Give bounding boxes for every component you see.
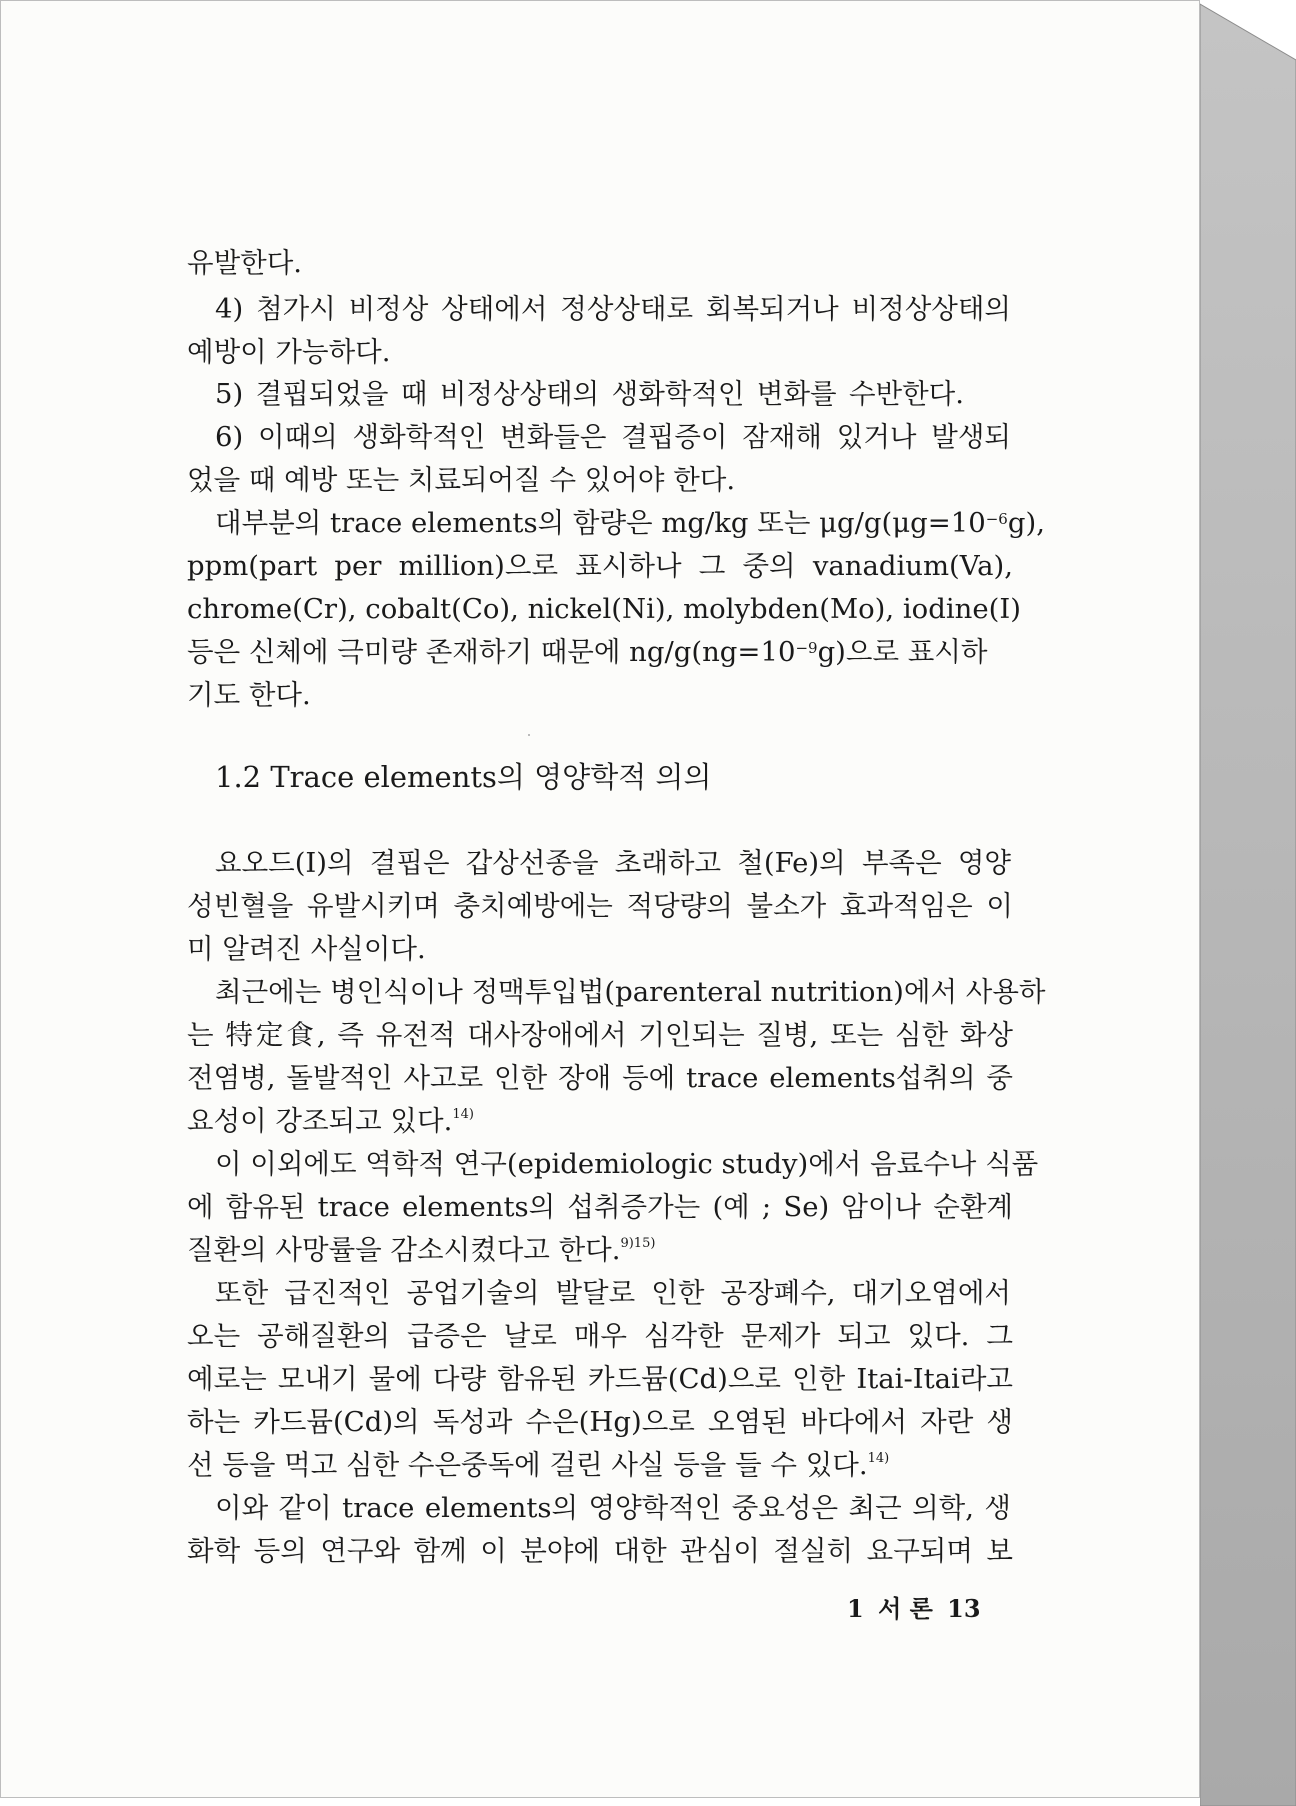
text-line: 오는 공해질환의 급증은 날로 매우 심각한 문제가 되고 있다. 그 <box>187 1320 1013 1352</box>
text-line: 기도 한다. <box>187 679 311 711</box>
superscript: −9 <box>795 639 818 657</box>
text-segment: g)으로 표시하 <box>817 636 988 668</box>
running-footer <box>847 1589 987 1624</box>
text-line: 는 特定食, 즉 유전적 대사장애에서 기인되는 질병, 또는 심한 화상 <box>187 1019 1013 1051</box>
text-line: 미 알려진 사실이다. <box>187 933 426 965</box>
text-line-with-footnote <box>187 1232 655 1268</box>
section-heading: 1.2 Trace elements의 영양학적 의의 <box>215 760 712 794</box>
text-line: 성빈혈을 유발시키며 충치예방에는 적당량의 불소가 효과적임은 이 <box>187 890 1013 922</box>
speck <box>528 734 530 736</box>
text-line: 예방이 가능하다. <box>187 336 391 368</box>
text-line: 전염병, 돌발적인 사고로 인한 장애 등에 trace elements섭취의 중 <box>187 1062 1013 1094</box>
text-line: 4) 첨가시 비정상 상태에서 정상상태로 회복되거나 비정상상태의 <box>215 293 1011 325</box>
text-line: 5) 결핍되었을 때 비정상상태의 생화학적인 변화를 수반한다. <box>215 378 964 410</box>
text-line: chrome(Cr), cobalt(Co), nickel(Ni), molybden(Mo), iodine(I) <box>187 593 1021 625</box>
text-line-with-footnote <box>187 1103 474 1139</box>
chapter-number: 1 <box>847 1594 864 1623</box>
text-line: 예로는 모내기 물에 다량 함유된 카드뮴(Cd)으로 인한 Itai-Itai라고 <box>187 1363 1013 1395</box>
text-line: 에 함유된 trace elements의 섭취증가는 (예 ; Se) 암이나 순환계 <box>187 1191 1013 1223</box>
text-segment: 선 등을 먹고 심한 수은중독에 걸린 사실 등을 들 수 있다. <box>187 1449 868 1481</box>
superscript: −6 <box>985 510 1008 528</box>
text-line: 었을 때 예방 또는 치료되어질 수 있어야 한다. <box>187 464 736 496</box>
text-line: 또한 급진적인 공업기술의 발달로 인한 공장폐수, 대기오염에서 <box>215 1277 1011 1309</box>
book-spine-edge <box>1200 0 1296 1806</box>
text-segment: g), <box>1007 507 1045 539</box>
footnote-ref: 14) <box>452 1107 474 1122</box>
text-line: 이 이외에도 역학적 연구(epidemiologic study)에서 음료수나 식품 <box>215 1148 1039 1180</box>
footnote-ref: 9)15) <box>620 1236 656 1251</box>
text-line-with-exponent <box>187 634 987 670</box>
text-line-with-exponent <box>215 505 1045 541</box>
text-line: 이와 같이 trace elements의 영양학적인 중요성은 최근 의학, 생 <box>215 1492 1011 1524</box>
text-line: 하는 카드뮴(Cd)의 독성과 수은(Hg)으로 오염된 바다에서 자란 생 <box>187 1406 1013 1438</box>
footnote-ref: 14) <box>867 1451 890 1466</box>
text-line: 화학 등의 연구와 함께 이 분야에 대한 관심이 절실히 요구되며 보 <box>187 1535 1013 1567</box>
text-segment: 등은 신체에 극미량 존재하기 때문에 ng/g(ng=10 <box>187 636 796 668</box>
text-line: 요오드(I)의 결핍은 갑상선종을 초래하고 철(Fe)의 부족은 영양 <box>215 847 1011 879</box>
text-line: ppm(part per million)으로 표시하나 그 중의 vanadium(Va), <box>187 550 1013 582</box>
chapter-title: 서 론 <box>878 1594 933 1623</box>
text-line: 유발한다. <box>187 247 303 279</box>
text-segment: 요성이 강조되고 있다. <box>187 1105 453 1137</box>
text-line: 6) 이때의 생화학적인 변화들은 결핍증이 잠재해 있거나 발생되 <box>215 421 1011 453</box>
text-line-with-footnote <box>187 1447 889 1483</box>
text-line: 최근에는 병인식이나 정맥투입법(parenteral nutrition)에서 사용하 <box>215 976 1046 1008</box>
page-number: 13 <box>947 1594 981 1623</box>
text-segment: 대부분의 trace elements의 함량은 mg/kg 또는 μg/g(μg=10 <box>215 507 986 539</box>
text-segment: 질환의 사망률을 감소시켰다고 한다. <box>187 1234 621 1266</box>
